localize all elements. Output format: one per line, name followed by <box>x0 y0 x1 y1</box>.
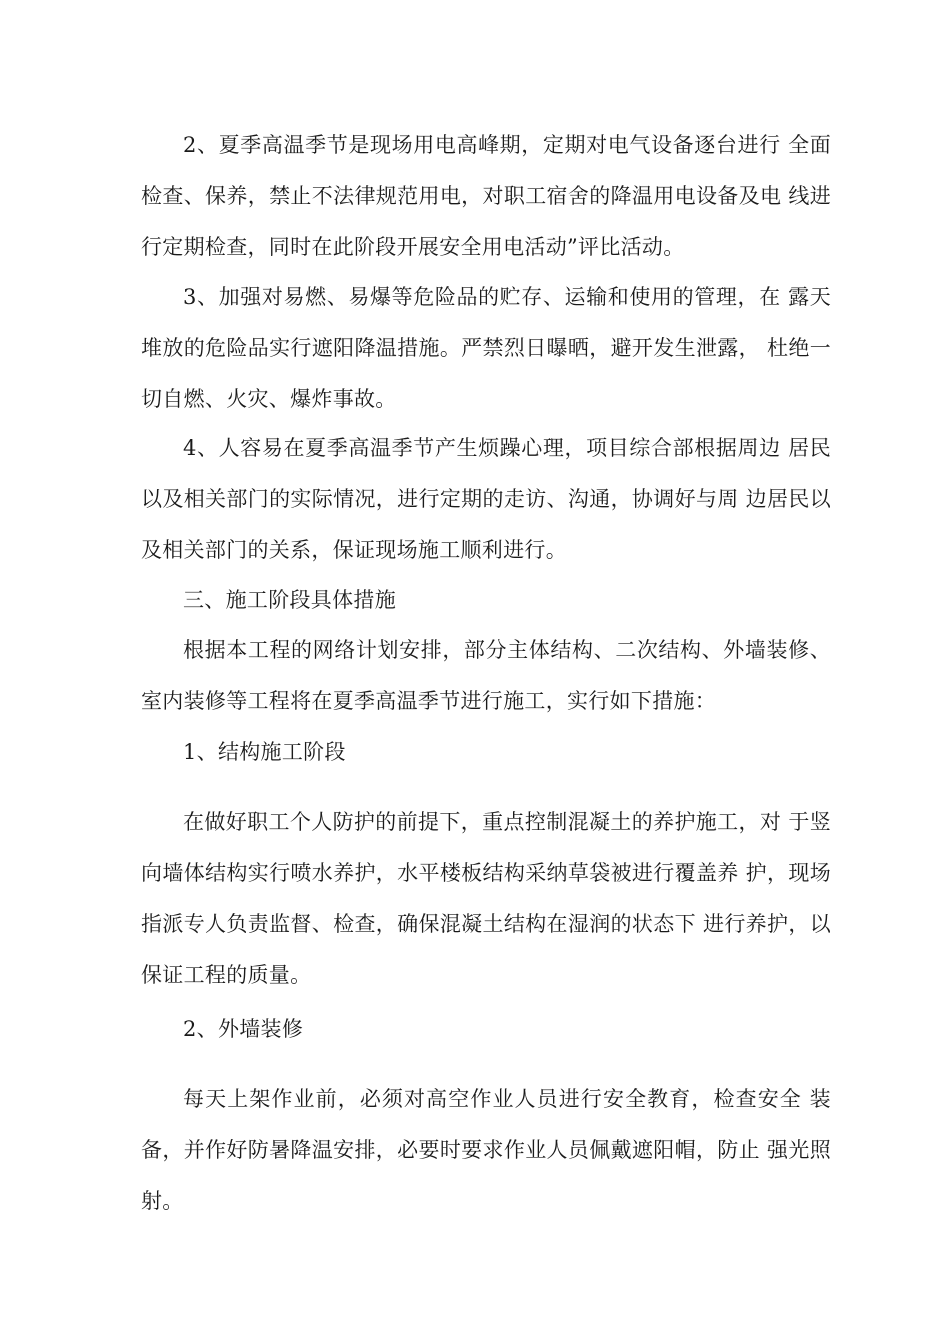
paragraph-hazardous-materials: 3、加强对易燃、易爆等危险品的贮存、运输和使用的管理，在 露天堆放的危险品实行遮阳降温措施。严禁烈日曝晒，避开发生泄露， 杜绝一切自燃、火灾、爆炸事故。 <box>141 285 831 411</box>
section-heading-construction-measures: 三、施工阶段具体措施 <box>183 588 396 612</box>
paragraph-electrical-safety: 2、夏季高温季节是现场用电高峰期，定期对电气设备逐台进行 全面检查、保养，禁止不法律规范用电，对职工宿舍的降温用电设备及电 线进行定期检查，同时在此阶段开展安全用电活动”评比活动。 <box>141 133 831 259</box>
paragraph-community-relations: 4、人容易在夏季高温季节产生烦躁心理，项目综合部根据周边 居民以及相关部门的实际情况，进行定期的走访、沟通，协调好与周 边居民以及相关部门的关系，保证现场施工顺利进行。 <box>141 436 831 562</box>
paragraph-concrete-curing: 在做好职工个人防护的前提下，重点控制混凝土的养护施工，对 于竖向墙体结构实行喷水养护，水平楼板结构采纳草袋被进行覆盖养 护，现场指派专人负责监督、检查，确保混凝土结构在湿润的状态下 进行养护，以保证工程的质量。 <box>141 810 831 987</box>
paragraph-high-altitude-work: 每天上架作业前，必须对高空作业人员进行安全教育，检查安全 装备，并作好防暑降温安排，必要时要求作业人员佩戴遮阳帽，防止 强光照射。 <box>141 1087 831 1213</box>
subheading-exterior-decoration: 2、外墙装修 <box>183 1017 304 1041</box>
paragraph-construction-plan: 根据本工程的网络计划安排，部分主体结构、二次结构、外墙装修、室内装修等工程将在夏季高温季节进行施工，实行如下措施： <box>141 638 831 713</box>
subheading-structure-phase: 1、结构施工阶段 <box>183 740 346 764</box>
